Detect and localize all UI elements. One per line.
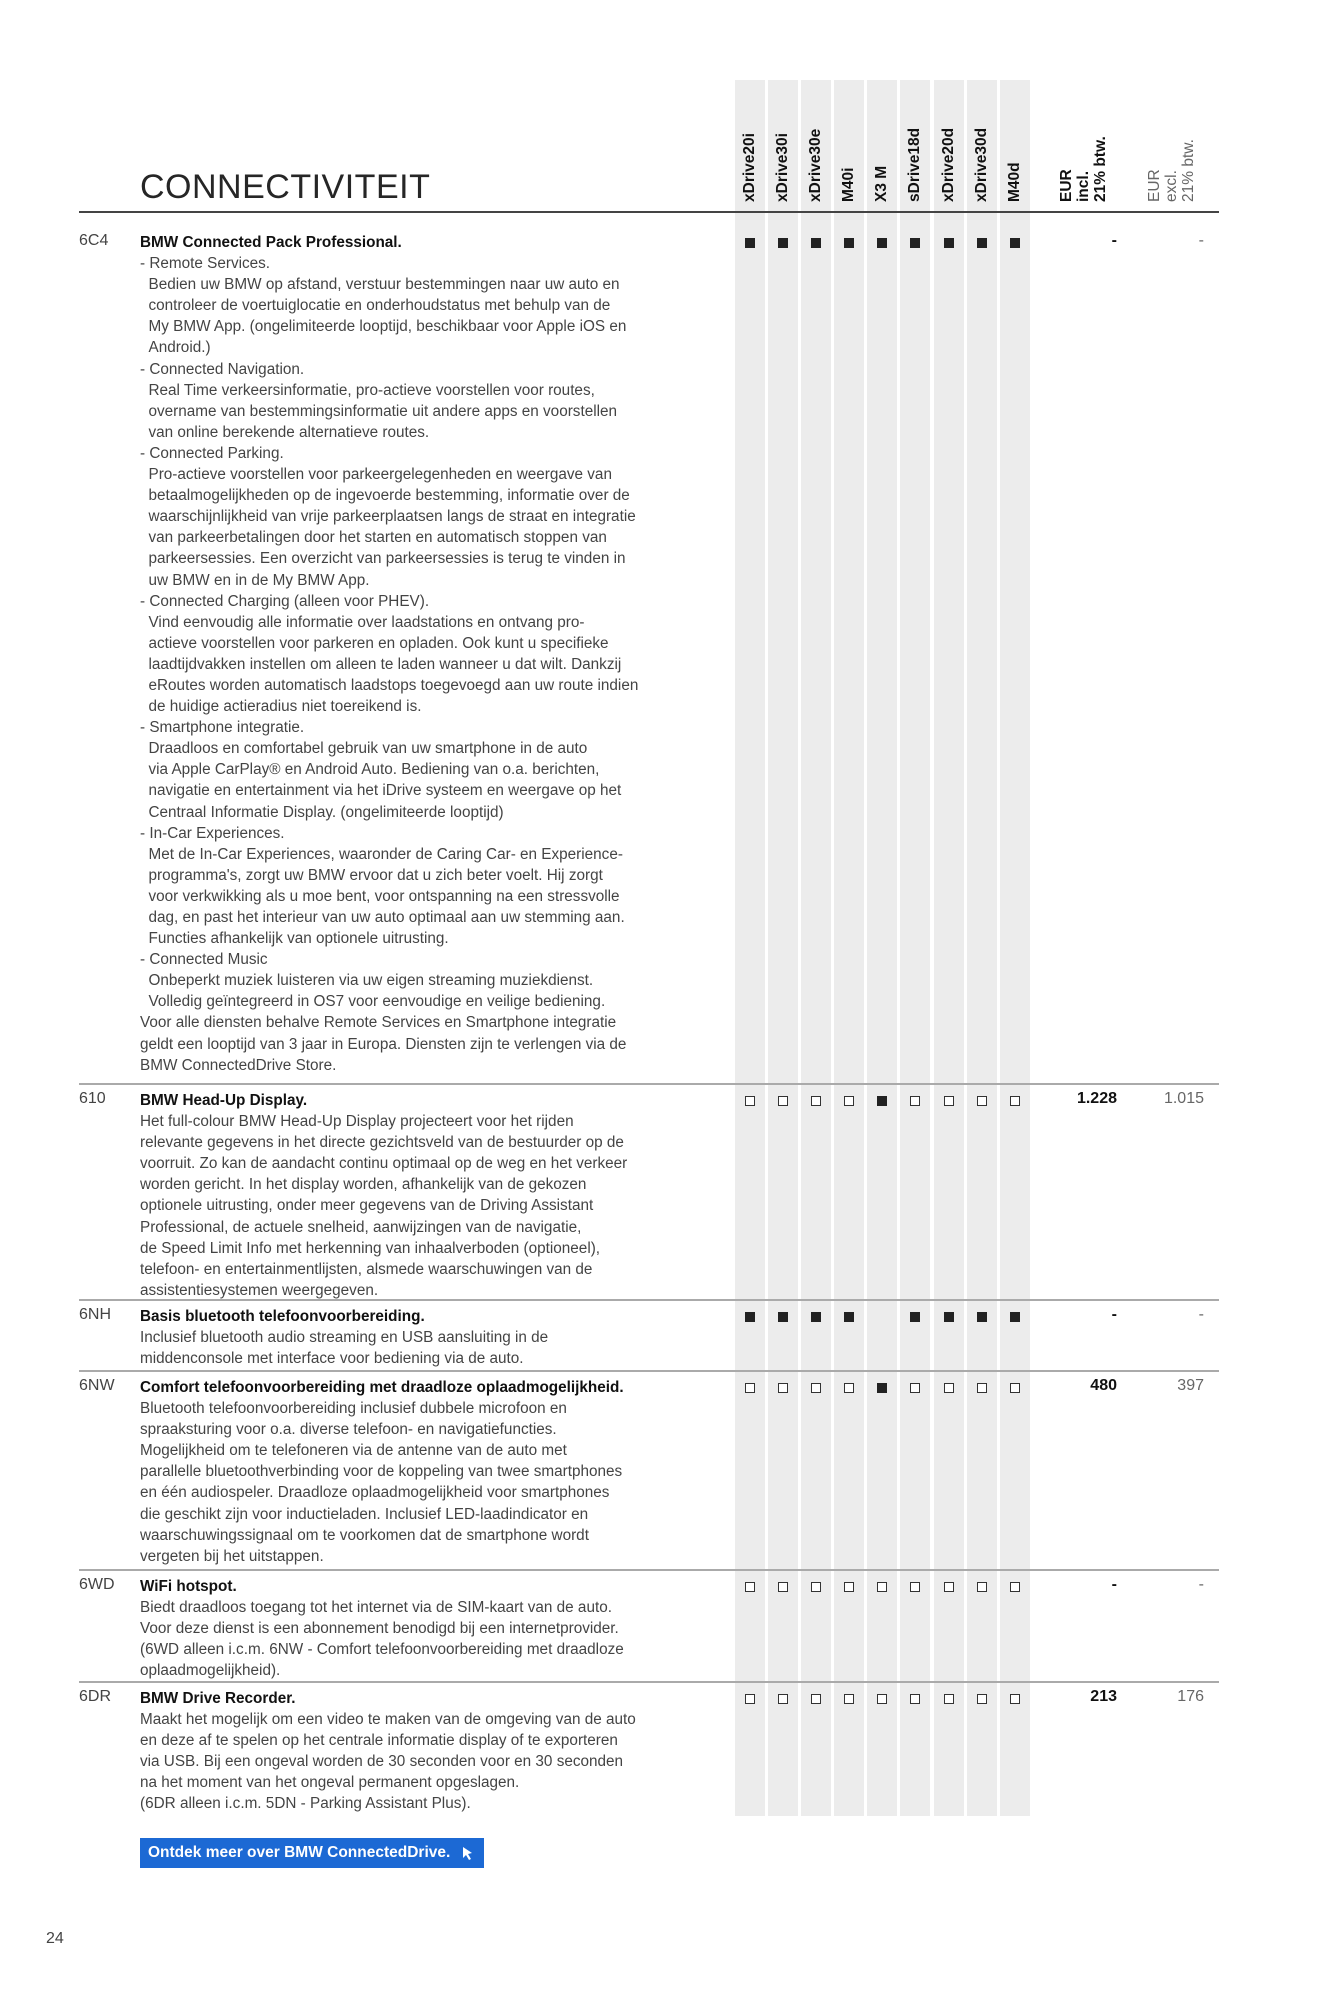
column-header-model: M40i [840,167,857,202]
option-mark [1010,1694,1020,1704]
price-header-line: 21% btw. [1180,139,1197,202]
standard-mark [877,1096,887,1106]
standard-mark [877,1383,887,1393]
standard-mark [1010,1312,1020,1322]
column-header-model: xDrive20i [741,133,758,202]
standard-mark [944,238,954,248]
option-text: Het full-colour BMW Head-Up Display projecteert voor het rijden relevante gegevens in het directe gezichtsveld van de bestuurder op de voorruit. Zo kan de aandacht continu optimaal op de weg en het verkeer worden gericht. In het display worden, afhankelijk van de gekozen optionele uitrusting, onder meer gegevens van de Driving Assistant Professional, de actuele snelheid, aanwijzingen van de navigatie, de Speed Limit Info met herkenning van inhaalverboden (optioneel), telefoon- en entertainmentlijsten, alsmede waarschuwingen van de assistentiesystemen weergegeven. [140,1113,628,1299]
option-mark [811,1694,821,1704]
option-mark [1010,1096,1020,1106]
standard-mark [977,238,987,248]
page-number: 24 [46,1930,64,1947]
option-mark [910,1096,920,1106]
option-mark [745,1694,755,1704]
option-mark [877,1582,887,1592]
standard-mark [1010,238,1020,248]
option-text: Biedt draadloos toegang tot het internet via de SIM-kaart van de auto. Voor deze dienst is een abonnement benodigd bij een internetprovider. (6WD alleen i.c.m. 6NW - Comfort telefoonvoorbereiding met draadloze oplaadmogelijkheid). [140,1599,624,1680]
option-mark [811,1096,821,1106]
option-mark [944,1096,954,1106]
option-title: BMW Head-Up Display. [140,1092,308,1109]
standard-mark [778,238,788,248]
option-mark [910,1694,920,1704]
price-header-line: excl. [1163,170,1180,202]
column-stripe [934,80,964,1816]
option-title: Basis bluetooth telefoonvoorbereiding. [140,1308,425,1325]
price-excl-vat: 176 [1177,1688,1204,1705]
option-description [140,1576,740,1681]
price-excl-vat: - [1198,232,1204,249]
standard-mark [977,1312,987,1322]
option-text: Bluetooth telefoonvoorbereiding inclusief dubbele microfoon en spraaksturing voor o.a. diverse telefoon- en navigatiefuncties. Mogelijkheid om te telefoneren via de antenne van de auto met parallelle bluetoothverbinding voor de koppeling van twee smartphones en één audiospeler. Draadloze oplaadmogelijkheid voor smartphones die geschikt zijn voor inductieladen. Inclusief LED-laadindicator en waarschuwingssignaal om te voorkomen dat de smartphone wordt vergeten bij het uitstappen. [140,1400,623,1565]
row-divider [79,1370,1219,1372]
option-mark [944,1383,954,1393]
standard-mark [944,1312,954,1322]
column-stripe [768,80,798,1816]
option-mark [811,1582,821,1592]
column-header-model: xDrive20d [940,127,957,202]
price-incl-vat: - [1111,1576,1117,1593]
section-title: CONNECTIVITEIT [140,168,431,206]
option-description [140,1306,740,1369]
option-code: 6C4 [79,232,109,249]
standard-mark [811,1312,821,1322]
price-incl-vat: 1.228 [1076,1090,1117,1107]
option-code: 6WD [79,1576,115,1593]
column-header-model: M40d [1006,162,1023,202]
row-divider [79,1569,1219,1571]
option-mark [977,1694,987,1704]
standard-mark [877,238,887,248]
standard-mark [745,1312,755,1322]
row-divider [79,1681,1219,1683]
column-stripe [867,80,897,1816]
column-stripe [1000,80,1030,1816]
price-header-line: EUR [1146,169,1163,202]
option-mark [778,1096,788,1106]
price-excl-vat: - [1198,1306,1204,1323]
option-description [140,1090,740,1301]
option-description [140,1688,740,1815]
column-header-model: sDrive18d [906,127,923,202]
price-incl-vat: 480 [1090,1377,1117,1394]
option-title: BMW Connected Pack Professional. [140,234,402,251]
option-code: 6NW [79,1377,115,1394]
standard-mark [910,238,920,248]
option-code: 610 [79,1090,106,1107]
row-divider [79,1083,1219,1085]
option-description [140,232,740,1076]
header-rule [79,211,1219,213]
option-mark [844,1582,854,1592]
option-mark [745,1383,755,1393]
column-header-price-excl [1146,139,1197,202]
option-mark [910,1582,920,1592]
price-excl-vat: - [1198,1576,1204,1593]
option-mark [745,1096,755,1106]
option-mark [944,1694,954,1704]
column-header-price-incl [1058,136,1109,202]
price-excl-vat: 1.015 [1163,1090,1204,1107]
option-mark [977,1383,987,1393]
standard-mark [811,238,821,248]
connecteddrive-link-button[interactable] [140,1838,484,1868]
price-incl-vat: - [1111,1306,1117,1323]
option-mark [844,1096,854,1106]
option-title: WiFi hotspot. [140,1578,237,1595]
column-header-model: xDrive30i [774,133,791,202]
option-mark [877,1694,887,1704]
cta-label: Ontdek meer over BMW ConnectedDrive. [148,1844,451,1861]
column-stripe [834,80,864,1816]
option-mark [844,1694,854,1704]
standard-mark [844,238,854,248]
column-stripe [967,80,997,1816]
standard-mark [844,1312,854,1322]
price-excl-vat: 397 [1177,1377,1204,1394]
option-mark [778,1694,788,1704]
row-divider [79,1299,1219,1301]
option-code: 6DR [79,1688,112,1705]
option-mark [778,1383,788,1393]
price-incl-vat: - [1111,232,1117,249]
standard-mark [745,238,755,248]
option-text: Maakt het mogelijk om een video te maken van de omgeving van de auto en deze af te spelen op het centrale informatie display of te exporteren via USB. Bij een ongeval worden de 30 seconden voor en 30 seconden na het moment van het ongeval permanent opgeslagen. (6DR alleen i.c.m. 5DN - Parking Assistant Plus). [140,1711,636,1813]
standard-mark [778,1312,788,1322]
option-mark [811,1383,821,1393]
option-mark [944,1582,954,1592]
option-mark [1010,1582,1020,1592]
option-mark [977,1096,987,1106]
column-stripe [900,80,930,1816]
price-incl-vat: 213 [1090,1688,1117,1705]
price-header-line: 21% btw. [1092,136,1109,202]
option-mark [977,1582,987,1592]
cursor-arrow-icon [460,1845,476,1861]
option-title: Comfort telefoonvoorbereiding met draadloze oplaadmogelijkheid. [140,1379,624,1396]
column-stripe [801,80,831,1816]
option-mark [844,1383,854,1393]
option-mark [778,1582,788,1592]
column-header-model: xDrive30d [973,127,990,202]
option-mark [910,1383,920,1393]
option-text: Inclusief bluetooth audio streaming en USB aansluiting in de middenconsole met interface voor bediening via de auto. [140,1329,549,1368]
option-code: 6NH [79,1306,112,1323]
option-text: - Remote Services. Bedien uw BMW op afstand, verstuur bestemmingen naar uw auto en controleer de voertuiglocatie en onderhoudstatus met behulp van de My BMW App. (ongelimiteerde looptijd, beschikbaar voor Apple iOS en Android.) - Connected Navigation. Real Time verkeersinformatie, pro-actieve voorstellen voor routes, overname van bestemmingsinformatie uit andere apps en voorstellen van online berekende alternatieve routes. - Connected Parking. Pro-actieve voorstellen voor parkeergelegenheden en weergave van betaalmogelijkheden op de ingevoerde bestemming, informatie over de waarschijnlijkheid van vrije parkeerplaatsen langs de straat en integratie van parkeerbetalingen door het starten en automatisch stoppen van parkeersessies. Een overzicht van parkeersessies is terug te vinden in uw BMW en in de My BMW App. - Connected Charging (alleen voor PHEV). Vind eenvoudig alle informatie over laadstations en ontvang pro- actieve voorstellen voor parkeren en opladen. Ook kunt u specifieke laadtijdvakken instellen om alleen te laden wanneer u dat wilt. Dankzij eRoutes worden automatisch laadstops toegevoegd aan uw route indien de huidige actieradius niet toereikend is. - Smartphone integratie. Draadloos en comfortabel gebruik van uw smartphone in de auto via Apple CarPlay® en Android Auto. Bediening van o.a. berichten, navigatie en entertainment via het iDrive systeem en weergave op het Centraal Informatie Display. (ongelimiteerde looptijd) - In-Car Experiences. Met de In-Car Experiences, waaronder de Caring Car- en Experience- programma's, zorgt uw BMW ervoor dat u zich beter voelt. Hij zorgt voor verkwikking als u moe bent, voor ontspanning na een stressvolle dag, en past het interieur van uw auto optimaal aan uw stemming aan. Functies afhankelijk van optionele uitrusting. - Connected Music Onbeperkt muziek luisteren via uw eigen streaming muziekdienst. Volledig geïntegreerd in OS7 voor eenvoudige en veilige bediening. Voor alle diensten behalve Remote Services en Smartphone integratie geldt een looptijd van 3 jaar in Europa. Diensten zijn te verlengen via de BMW ConnectedDrive Store. [140,255,639,1074]
option-description [140,1377,740,1567]
option-title: BMW Drive Recorder. [140,1690,296,1707]
price-header-line: incl. [1075,170,1092,202]
option-mark [745,1582,755,1592]
column-header-model: xDrive30e [807,128,824,202]
price-header-line: EUR [1058,169,1075,202]
column-header-model: X3 M [873,165,890,202]
standard-mark [910,1312,920,1322]
option-mark [1010,1383,1020,1393]
